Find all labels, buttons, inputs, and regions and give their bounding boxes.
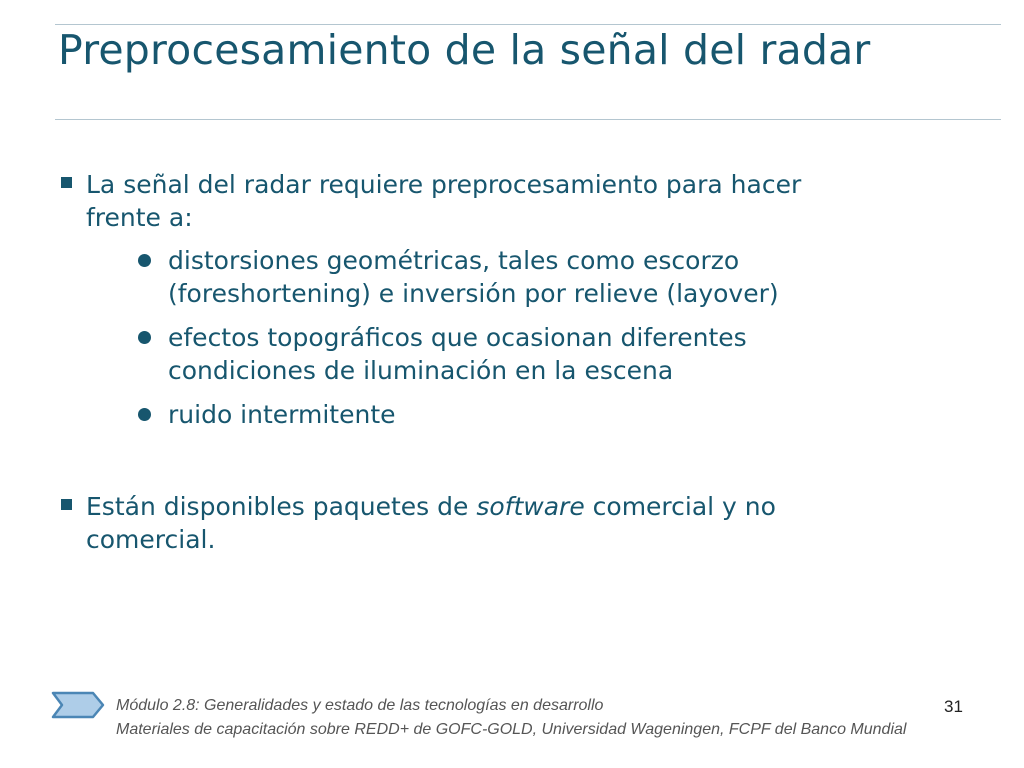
round-bullet-icon xyxy=(138,331,151,344)
subbullet-line: distorsiones geométricas, tales como escorzo xyxy=(168,246,740,275)
subbullet-item xyxy=(168,244,928,310)
bullet-item xyxy=(86,490,946,556)
slide-title: Preprocesamiento de la señal del radar xyxy=(58,26,871,74)
page-number: 31 xyxy=(944,697,963,716)
subbullet-line: ruido intermitente xyxy=(168,400,396,429)
bullet-emphasis: software xyxy=(476,492,585,521)
bullet-text: comercial y no xyxy=(584,492,776,521)
bullet-line: frente a: xyxy=(86,203,193,232)
footer-materials: Materiales de capacitación sobre REDD+ de GOFC-GOLD, Universidad Wageningen, FCPF del Banco Mundial xyxy=(116,721,907,738)
footer-module: Módulo 2.8: Generalidades y estado de las tecnologías en desarrollo xyxy=(116,697,604,714)
top-rule xyxy=(55,24,1001,25)
square-bullet-icon xyxy=(61,177,72,188)
title-underline-rule xyxy=(55,119,1001,120)
bullet-item xyxy=(86,168,946,234)
chevron-arrow-icon xyxy=(51,690,105,720)
subbullet-line: (foreshortening) e inversión por relieve (layover) xyxy=(168,279,779,308)
subbullet-line: condiciones de iluminación en la escena xyxy=(168,356,674,385)
bullet-line: La señal del radar requiere preprocesamiento para hacer xyxy=(86,170,802,199)
bullet-text: Están disponibles paquetes de xyxy=(86,492,477,521)
round-bullet-icon xyxy=(138,254,151,267)
bullet-line: comercial. xyxy=(86,525,216,554)
bullet-line xyxy=(86,490,946,523)
subbullet-item xyxy=(168,398,928,431)
subbullet-item xyxy=(168,321,928,387)
square-bullet-icon xyxy=(61,499,72,510)
round-bullet-icon xyxy=(138,408,151,421)
subbullet-line: efectos topográficos que ocasionan diferentes xyxy=(168,323,747,352)
